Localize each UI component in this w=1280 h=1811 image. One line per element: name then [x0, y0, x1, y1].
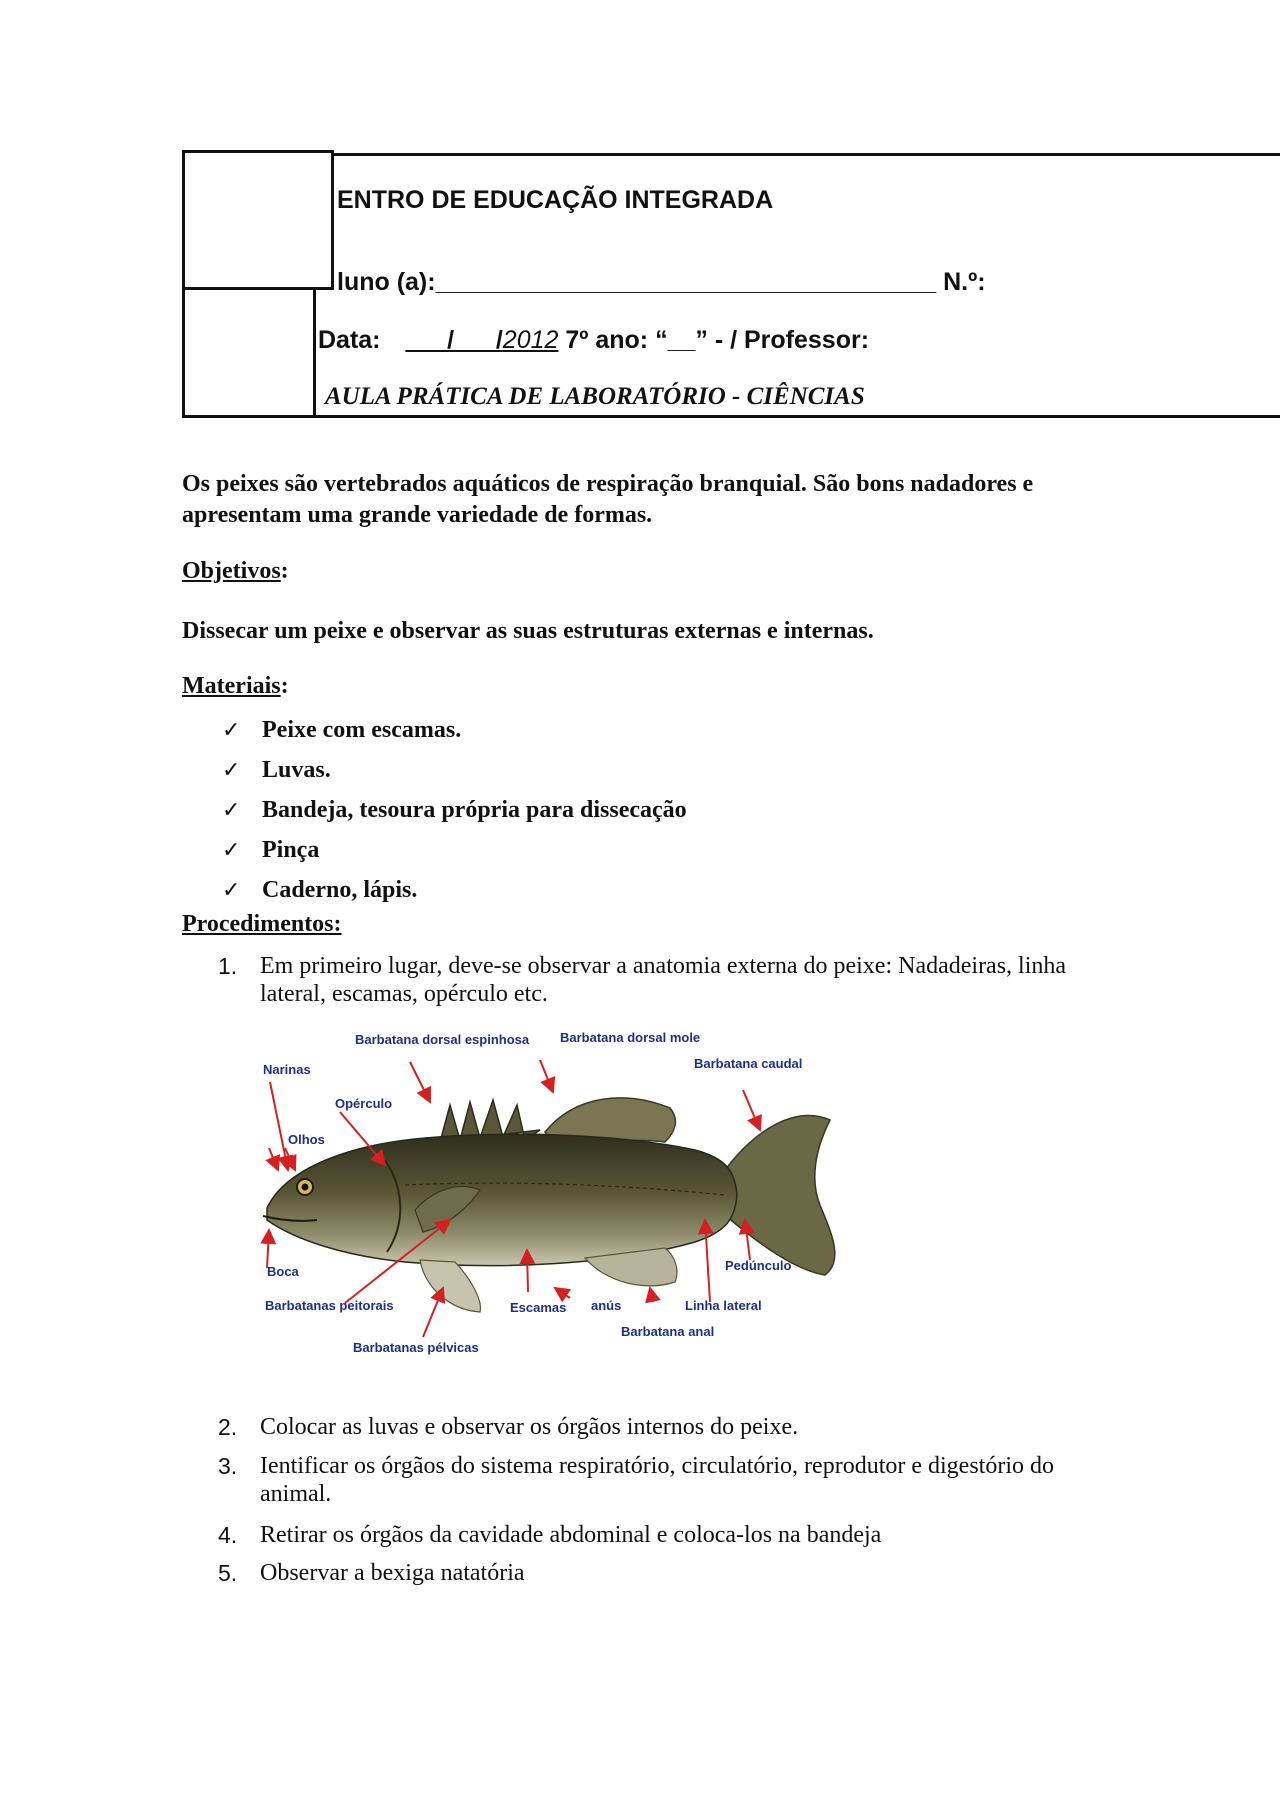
label-anus: anús	[591, 1298, 622, 1313]
step-text: Em primeiro lugar, deve-se observar a anatomia externa do peixe: Nadadeiras, linha lateral, escamas, opérculo etc.	[260, 953, 1067, 1007]
fish-anatomy-figure	[255, 1020, 845, 1365]
class-professor: 7º ano: “__” - / Professor:	[558, 326, 870, 354]
logo-box-bottom	[182, 287, 316, 418]
intro-paragraph: Os peixes são vertebrados aquáticos de respiração branquial. São bons nadadores e apresentam uma grande variedade de formas.	[182, 471, 1034, 528]
header-bottom-rule	[182, 415, 1280, 418]
step-number: 4.	[218, 1522, 238, 1548]
procedure-step	[218, 1521, 1098, 1549]
checkmark-icon: ✓	[222, 797, 241, 823]
label-eyes: Olhos	[288, 1132, 325, 1147]
list-item	[222, 710, 1122, 750]
label-caudal-peduncle: Pedúnculo	[725, 1258, 792, 1273]
step-number: 1.	[218, 953, 238, 979]
label-mouth: Boca	[267, 1264, 299, 1279]
label-nostrils: Narinas	[263, 1062, 311, 1077]
checkmark-icon: ✓	[222, 837, 241, 863]
label-lateral-line: Linha lateral	[685, 1298, 762, 1313]
list-item	[222, 870, 1122, 910]
student-name-line: luno (a):____________________________________ N.º:	[337, 268, 986, 296]
step-text: Colocar as luvas e observar os órgãos internos do peixe.	[260, 1414, 799, 1440]
materials-list	[222, 710, 1122, 910]
school-name: ENTRO DE EDUCAÇÃO INTEGRADA	[337, 186, 774, 214]
procedures-heading: Procedimentos:	[182, 911, 342, 937]
procedure-step	[218, 1559, 1098, 1587]
list-item	[222, 830, 1122, 870]
objectives-text: Dissecar um peixe e observar as suas estruturas externas e internas.	[182, 618, 874, 644]
materials-heading	[182, 673, 289, 700]
material-item: Pinça	[262, 836, 320, 863]
material-item: Luvas.	[262, 756, 331, 783]
material-item: Caderno, lápis.	[262, 876, 418, 903]
checkmark-icon: ✓	[222, 877, 241, 903]
materials-heading-text: Materiais	[182, 673, 281, 699]
step-text: Observar a bexiga natatória	[260, 1560, 525, 1586]
logo-box-top	[182, 150, 334, 290]
procedure-step	[218, 1452, 1098, 1508]
label-pelvic-fins: Barbatanas pélvicas	[353, 1340, 479, 1355]
procedure-step	[218, 952, 1098, 1008]
material-item: Peixe com escamas.	[262, 716, 462, 743]
list-item	[222, 750, 1122, 790]
label-dorsal-spiny-fin: Barbatana dorsal espinhosa	[355, 1032, 530, 1047]
step-text: Retirar os órgãos da cavidade abdominal e coloca-los na bandeja	[260, 1522, 882, 1548]
label-pectoral-fins: Barbatanas peitorais	[265, 1298, 394, 1313]
header-top-rule	[331, 153, 1280, 156]
step-number: 2.	[218, 1414, 238, 1440]
materials-colon: :	[280, 673, 289, 699]
list-item	[222, 790, 1122, 830]
fish-drawing	[263, 1098, 835, 1312]
checkmark-icon: ✓	[222, 717, 241, 743]
date-label: Data:	[318, 326, 381, 354]
date-blanks: ___/___/	[405, 326, 503, 354]
checkmark-icon: ✓	[222, 757, 241, 783]
label-operculum: Opérculo	[335, 1096, 393, 1111]
step-number: 5.	[218, 1560, 238, 1586]
step-number: 3.	[218, 1453, 238, 1479]
lesson-title: AULA PRÁTICA DE LABORATÓRIO - CIÊNCIAS	[325, 383, 865, 410]
procedure-step	[218, 1413, 1098, 1441]
label-dorsal-soft-fin: Barbatana dorsal mole	[560, 1030, 701, 1045]
date-line	[318, 326, 869, 355]
step-text: Ientificar os órgãos do sistema respiratório, circulatório, reprodutor e digestório do animal.	[260, 1453, 1054, 1507]
label-scales: Escamas	[510, 1300, 567, 1315]
material-item: Bandeja, tesoura própria para dissecação	[262, 796, 687, 823]
objectives-heading-text: Objetivos	[182, 558, 281, 584]
objectives-heading	[182, 558, 289, 585]
date-year: 2012	[502, 326, 559, 354]
objectives-colon: :	[280, 558, 289, 584]
label-caudal-fin: Barbatana caudal	[694, 1056, 803, 1071]
label-anal-fin: Barbatana anal	[621, 1324, 715, 1339]
